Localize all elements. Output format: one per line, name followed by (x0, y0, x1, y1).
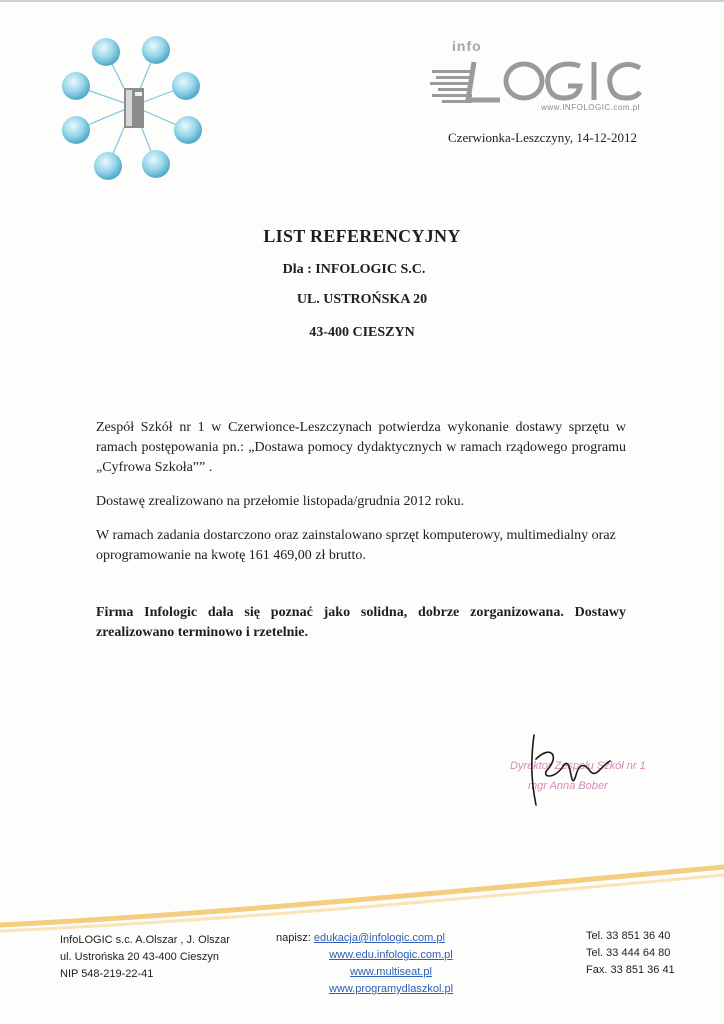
globe-icon (92, 38, 120, 66)
network-globes-graphic (58, 30, 208, 186)
recipient-street: UL. USTROŃSKA 20 (296, 292, 428, 307)
server-icon (124, 88, 144, 128)
footer-fax: Fax. 33 851 36 41 (586, 964, 675, 976)
footer-contact-links (276, 930, 476, 998)
globe-icon (142, 150, 170, 178)
paragraph-delivery-date: Dostawę zrealizowano na przełomie listopada/grudnia 2012 roku. (96, 494, 465, 509)
globe-icon (62, 72, 90, 100)
handwritten-signature (520, 725, 620, 815)
paragraph-recommendation: Firma Infologic dała się poznać jako solidna, dobrze zorganizowana. Dostawy zrealizowano terminowo i rzetelnie. (96, 605, 626, 640)
paragraph-scope: W ramach zadania dostarczono oraz zainstalowano sprzęt komputerowy, multimedialny oraz oprogramowanie na kwotę 161 469,00 zł brutto. (96, 528, 616, 563)
footer-link-edu[interactable]: www.edu.infologic.com.pl (329, 949, 453, 961)
footer-email-link[interactable]: edukacja@infologic.com.pl (313, 932, 445, 944)
footer-phone-1: Tel. 33 851 36 40 (586, 930, 671, 942)
footer-company-name: InfoLOGIC s.c. A.Olszar , J. Olszar (60, 934, 230, 946)
paragraph-confirmation: Zespół Szkół nr 1 w Czerwionce-Leszczynach potwierdza wykonanie dostawy sprzętu w ramach postępowania pn.: „Dostawa pomocy dydaktycznych w ramach rządowego programu „Cyfrowa Szkoła”” . (96, 420, 626, 475)
footer-company-address: ul. Ustrońska 20 43-400 Cieszyn (60, 951, 219, 963)
decorative-swoosh (0, 855, 724, 935)
logo-prefix: info (452, 38, 482, 54)
globe-icon (142, 36, 170, 64)
place-and-date: Czerwionka-Leszczyny, 14-12-2012 (448, 130, 638, 145)
infologic-logo (430, 38, 645, 120)
letter-body (96, 418, 626, 566)
globe-icon (174, 116, 202, 144)
footer-link-multiseat[interactable]: www.multiseat.pl (350, 966, 432, 978)
logo-url: www.INFOLOGIC.com.pl (541, 103, 640, 112)
stamp-title: Dyrektor Zespołu Szkół nr 1 (510, 760, 646, 772)
footer-write-label: napisz: (276, 932, 311, 944)
footer-phone-numbers (586, 928, 675, 979)
globe-icon (94, 152, 122, 180)
globe-icon (172, 72, 200, 100)
recipient-city: 43-400 CIESZYN (309, 325, 415, 340)
stamp-name: mgr Anna Bober (528, 780, 608, 792)
recipient-name: Dla : INFOLOGIC S.C. (282, 262, 426, 277)
footer-phone-2: Tel. 33 444 64 80 (586, 947, 671, 959)
top-border (0, 0, 724, 2)
globe-icon (62, 116, 90, 144)
document-title: LIST REFERENCYJNY (263, 226, 461, 246)
footer-company-nip: NIP 548-219-22-41 (60, 968, 154, 980)
footer-company-info (60, 932, 230, 983)
footer-link-programy[interactable]: www.programydlaszkol.pl (328, 983, 454, 995)
